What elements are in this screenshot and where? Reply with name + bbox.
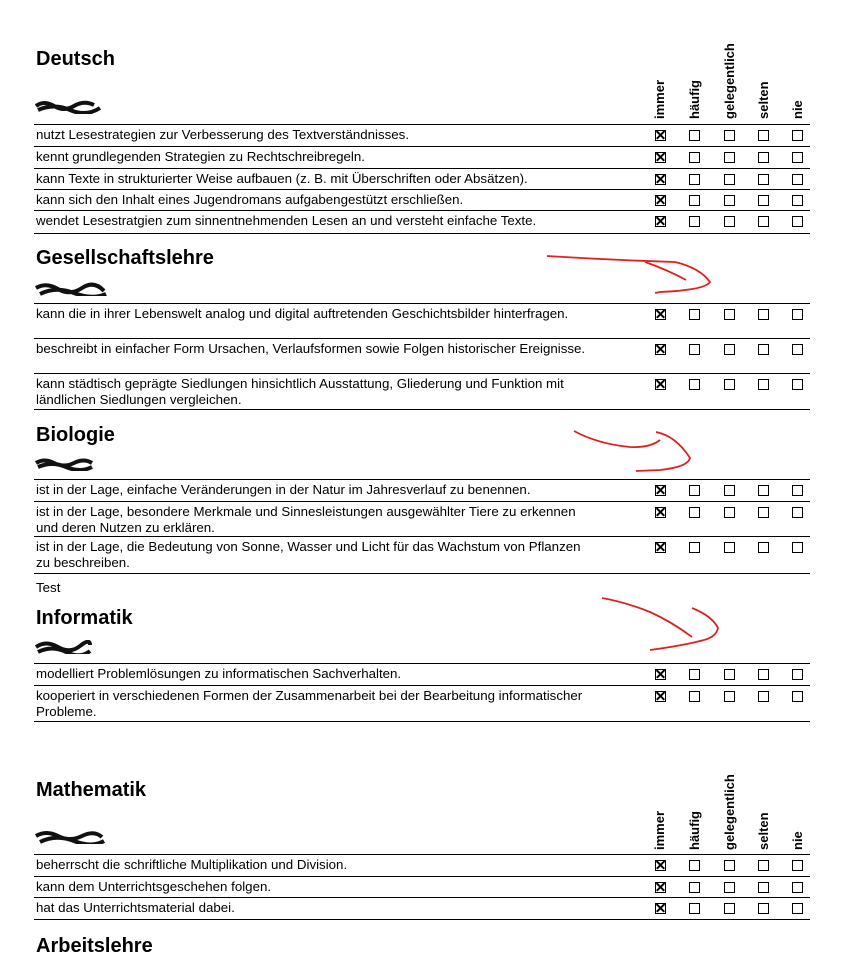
checkbox-gelegentlich[interactable] <box>724 860 735 871</box>
checkbox-immer[interactable] <box>655 174 666 185</box>
checkbox-gelegentlich[interactable] <box>724 542 735 553</box>
checkbox-selten[interactable] <box>758 195 769 206</box>
table-row <box>34 124 810 147</box>
competency-text: ist in der Lage, einfache Veränderungen in der Natur im Jahresverlauf zu benennen. <box>36 482 531 497</box>
checkbox-gelegentlich[interactable] <box>724 344 735 355</box>
checkbox-selten[interactable] <box>758 344 769 355</box>
checkbox-gelegentlich[interactable] <box>724 309 735 320</box>
checkbox-immer[interactable] <box>655 860 666 871</box>
checkbox-selten[interactable] <box>758 216 769 227</box>
checkbox-selten[interactable] <box>758 507 769 518</box>
checkbox-nie[interactable] <box>792 152 803 163</box>
checkbox-immer[interactable] <box>655 152 666 163</box>
checkbox-häufig[interactable] <box>689 542 700 553</box>
header-col-immer: immer <box>652 810 667 850</box>
competency-text: kennt grundlegenden Strategien zu Rechtschreibregeln. <box>36 149 365 164</box>
checkbox-immer[interactable] <box>655 379 666 390</box>
section-title-mathematik: Mathematik <box>36 779 147 801</box>
checkbox-häufig[interactable] <box>689 174 700 185</box>
checkbox-selten[interactable] <box>758 903 769 914</box>
checkbox-immer[interactable] <box>655 507 666 518</box>
checkbox-nie[interactable] <box>792 379 803 390</box>
red-arrow <box>547 256 710 293</box>
header-col-nie: nie <box>790 831 805 850</box>
checkbox-häufig[interactable] <box>689 903 700 914</box>
checkbox-nie[interactable] <box>792 485 803 496</box>
checkbox-selten[interactable] <box>758 130 769 141</box>
checkbox-nie[interactable] <box>792 903 803 914</box>
header-col-nie: nie <box>790 100 805 119</box>
checkbox-nie[interactable] <box>792 860 803 871</box>
checkbox-immer[interactable] <box>655 669 666 680</box>
header-col-gelegentlich: gelegentlich <box>722 43 737 119</box>
checkbox-immer[interactable] <box>655 309 666 320</box>
checkbox-gelegentlich[interactable] <box>724 903 735 914</box>
table-row <box>34 501 810 537</box>
table-row <box>34 685 810 722</box>
checkbox-nie[interactable] <box>792 542 803 553</box>
header-col-selten: selten <box>756 81 771 119</box>
checkbox-immer[interactable] <box>655 130 666 141</box>
checkbox-häufig[interactable] <box>689 691 700 702</box>
competency-text: nutzt Lesestrategien zur Verbesserung des Textverständnisses. <box>36 127 410 142</box>
redacted-scribble <box>34 282 109 296</box>
redacted-scribble <box>34 457 96 471</box>
checkbox-häufig[interactable] <box>689 309 700 320</box>
checkbox-nie[interactable] <box>792 309 803 320</box>
checkbox-selten[interactable] <box>758 542 769 553</box>
checkbox-häufig[interactable] <box>689 130 700 141</box>
checkbox-häufig[interactable] <box>689 485 700 496</box>
red-arrow <box>602 598 718 650</box>
checkbox-immer[interactable] <box>655 344 666 355</box>
table-row <box>34 189 810 211</box>
section-title-arbeitslehre: Arbeitslehre <box>36 935 153 957</box>
checkbox-gelegentlich[interactable] <box>724 507 735 518</box>
checkbox-immer[interactable] <box>655 691 666 702</box>
competency-text: kann städtisch geprägte Siedlungen hinsichtlich Ausstattung, Gliederung und Funktion mit ländlichen Siedlungen vergleichen. <box>36 376 564 407</box>
competency-text: modelliert Problemlösungen zu informatischen Sachverhalten. <box>36 666 402 681</box>
checkbox-selten[interactable] <box>758 691 769 702</box>
checkbox-nie[interactable] <box>792 507 803 518</box>
checkbox-nie[interactable] <box>792 130 803 141</box>
checkbox-selten[interactable] <box>758 485 769 496</box>
header-col-immer: immer <box>652 79 667 119</box>
competency-text: beherrscht die schriftliche Multiplikation und Division. <box>36 857 348 872</box>
competency-text: kann sich den Inhalt eines Jugendromans aufgabengestützt erschließen. <box>36 192 464 207</box>
checkbox-häufig[interactable] <box>689 669 700 680</box>
competency-text: beschreibt in einfacher Form Ursachen, Verlaufsformen sowie Folgen historischer Ereignisse. <box>36 341 586 356</box>
header-col-haeufig: häufig <box>687 811 702 850</box>
checkbox-häufig[interactable] <box>689 860 700 871</box>
table-row <box>34 854 810 877</box>
table-row <box>34 479 810 502</box>
checkbox-gelegentlich[interactable] <box>724 216 735 227</box>
redacted-scribble <box>34 830 106 844</box>
competency-text: kooperiert in verschiedenen Formen der Zusammenarbeit bei der Bearbeitung informatischer Probleme. <box>36 688 583 719</box>
table-row <box>34 876 810 898</box>
checkbox-immer[interactable] <box>655 903 666 914</box>
red-arrow <box>574 431 690 471</box>
checkbox-immer[interactable] <box>655 216 666 227</box>
checkbox-häufig[interactable] <box>689 216 700 227</box>
redacted-scribble <box>34 100 104 114</box>
section-title-informatik: Informatik <box>36 607 133 629</box>
checkbox-selten[interactable] <box>758 860 769 871</box>
table-row <box>34 146 810 169</box>
redacted-scribble <box>34 640 94 654</box>
table-row <box>34 536 810 574</box>
competency-text: hat das Unterrichtsmaterial dabei. <box>36 900 235 915</box>
table-row <box>34 663 810 686</box>
table-row <box>34 897 810 920</box>
section-title-biologie: Biologie <box>36 424 115 446</box>
checkbox-selten[interactable] <box>758 882 769 893</box>
checkbox-nie[interactable] <box>792 216 803 227</box>
checkbox-gelegentlich[interactable] <box>724 691 735 702</box>
checkbox-gelegentlich[interactable] <box>724 882 735 893</box>
checkbox-gelegentlich[interactable] <box>724 152 735 163</box>
checkbox-nie[interactable] <box>792 344 803 355</box>
competency-text: ist in der Lage, besondere Merkmale und Sinnesleistungen ausgewählter Tiere zu erkennen und deren Nutzen zu erklären. <box>36 504 576 535</box>
table-row <box>34 303 810 339</box>
header-col-gelegentlich: gelegentlich <box>722 774 737 850</box>
checkbox-häufig[interactable] <box>689 152 700 163</box>
checkbox-immer[interactable] <box>655 485 666 496</box>
checkbox-nie[interactable] <box>792 669 803 680</box>
checkbox-nie[interactable] <box>792 691 803 702</box>
checkbox-selten[interactable] <box>758 309 769 320</box>
checkbox-nie[interactable] <box>792 882 803 893</box>
header-col-selten: selten <box>756 812 771 850</box>
checkbox-häufig[interactable] <box>689 195 700 206</box>
checkbox-häufig[interactable] <box>689 882 700 893</box>
competency-text: kann die in ihrer Lebenswelt analog und digital auftretenden Geschichtsbilder hinterfragen. <box>36 306 569 321</box>
checkbox-selten[interactable] <box>758 174 769 185</box>
checkbox-gelegentlich[interactable] <box>724 195 735 206</box>
checkbox-gelegentlich[interactable] <box>724 130 735 141</box>
section-title-deutsch: Deutsch <box>36 48 115 70</box>
checkbox-nie[interactable] <box>792 195 803 206</box>
checkbox-immer[interactable] <box>655 542 666 553</box>
checkbox-nie[interactable] <box>792 174 803 185</box>
table-row <box>34 210 810 234</box>
checkbox-häufig[interactable] <box>689 507 700 518</box>
checkbox-gelegentlich[interactable] <box>724 669 735 680</box>
checkbox-selten[interactable] <box>758 152 769 163</box>
header-col-haeufig: häufig <box>687 80 702 119</box>
checkbox-häufig[interactable] <box>689 344 700 355</box>
competency-text: wendet Lesestratgien zum sinnentnehmenden Lesen an und versteht einfache Texte. <box>36 213 537 228</box>
table-row <box>34 338 810 374</box>
checkbox-gelegentlich[interactable] <box>724 174 735 185</box>
checkbox-selten[interactable] <box>758 669 769 680</box>
note-text: Test <box>36 580 61 595</box>
table-row <box>34 168 810 190</box>
competency-text: kann Texte in strukturierter Weise aufbauen (z. B. mit Überschriften oder Absätzen). <box>36 171 528 186</box>
checkbox-gelegentlich[interactable] <box>724 379 735 390</box>
checkbox-gelegentlich[interactable] <box>724 485 735 496</box>
competency-text: kann dem Unterrichtsgeschehen folgen. <box>36 879 272 894</box>
checkbox-selten[interactable] <box>758 379 769 390</box>
checkbox-häufig[interactable] <box>689 379 700 390</box>
checkbox-immer[interactable] <box>655 195 666 206</box>
competency-text: ist in der Lage, die Bedeutung von Sonne, Wasser und Licht für das Wachstum von Pflanzen zu beschreiben. <box>36 539 581 570</box>
checkbox-immer[interactable] <box>655 882 666 893</box>
table-row <box>34 373 810 410</box>
section-title-gesellschaftslehre: Gesellschaftslehre <box>36 247 214 269</box>
